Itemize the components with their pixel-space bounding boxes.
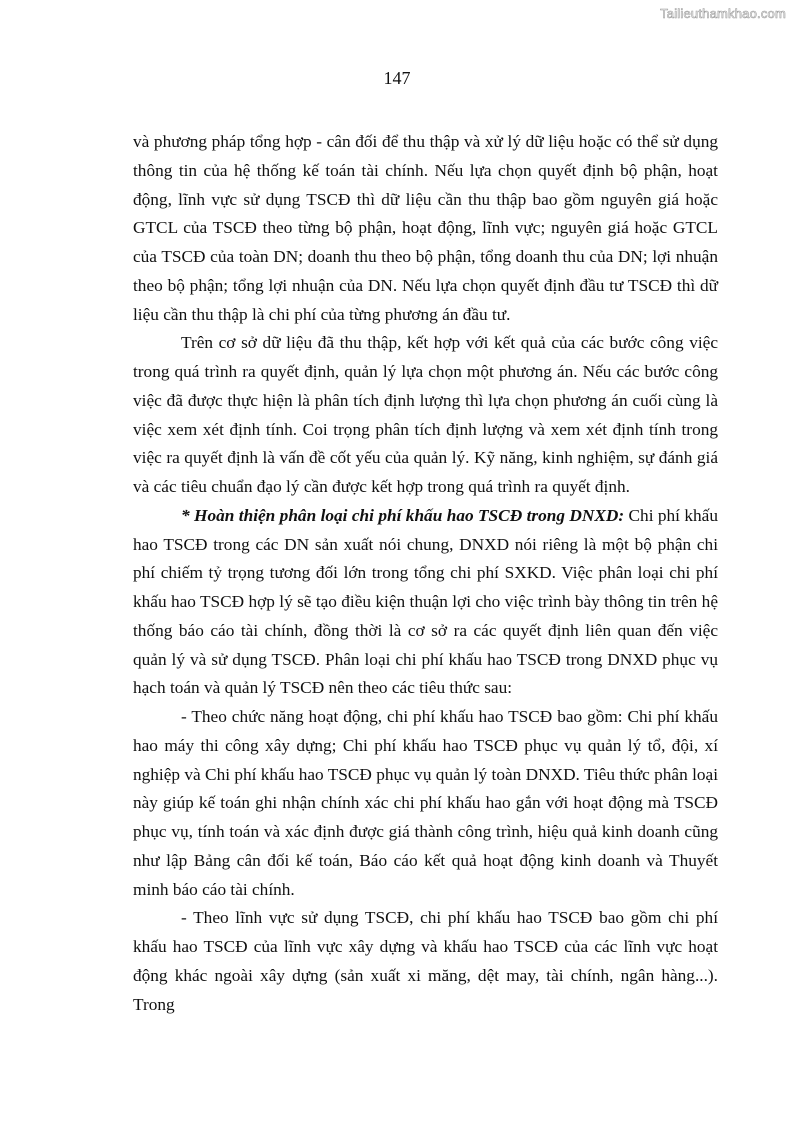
section-heading: * Hoàn thiện phân loại chi phí khấu hao TSCĐ trong DNXD: (181, 505, 625, 525)
paragraph-1: và phương pháp tổng hợp - cân đối để thu thập và xử lý dữ liệu hoặc có thể sử dụng thông tin của hệ thống kế toán tài chính. Nếu lựa chọn quyết định bộ phận, hoạt động, lĩnh vực sử dụng TSCĐ thì dữ liệu cần thu thập bao gồm nguyên giá hoặc GTCL của TSCĐ theo từng bộ phận, hoạt động, lĩnh vực; nguyên giá hoặc GTCL của TSCĐ của toàn DN; doanh thu theo bộ phận, tổng doanh thu của DN; lợi nhuận theo bộ phận; tổng lợi nhuận của DN. Nếu lựa chọn quyết định đầu tư TSCĐ thì dữ liệu cần thu thập là chi phí của từng phương án đầu tư. (133, 132, 718, 324)
paragraph-3 (133, 502, 718, 703)
paragraph-4: - Theo chức năng hoạt động, chi phí khấu hao TSCĐ bao gồm: Chi phí khấu hao máy thi công xây dựng; Chi phí khấu hao TSCĐ phục vụ quản lý tổ, đội, xí nghiệp và Chi phí khấu hao TSCĐ phục vụ quản lý toàn DNXD. Tiêu thức phân loại này giúp kế toán ghi nhận chính xác chi phí khấu hao gắn với hoạt động mà TSCĐ phục vụ, tính toán và xác định được giá thành công trình, hiệu quả kinh doanh cũng như lập Bảng cân đối kế toán, Báo cáo kết quả hoạt động kinh doanh và Thuyết minh báo cáo tài chính. (133, 707, 718, 899)
watermark: Tailieuthamkhao.com (660, 6, 786, 21)
paragraph-3-text: Chi phí khấu hao TSCĐ trong các DN sản xuất nói chung, DNXD nói riêng là một bộ phận chi phí chiếm tỷ trọng tương đối lớn trong tổng chi phí SXKD. Việc phân loại chi phí khấu hao TSCĐ hợp lý sẽ tạo điều kiện thuận lợi cho việc trình bày thông tin trên hệ thống báo cáo tài chính, đồng thời là cơ sở ra các quyết định liên quan đến việc quản lý và sử dụng TSCĐ. Phân loại chi phí khấu hao TSCĐ trong DNXD phục vụ hạch toán và quản lý TSCĐ nên theo các tiêu thức sau: (133, 505, 718, 698)
paragraph-5: - Theo lĩnh vực sử dụng TSCĐ, chi phí khấu hao TSCĐ bao gồm chi phí khấu hao TSCĐ của lĩnh vực xây dựng và khấu hao TSCĐ của các lĩnh vực hoạt động khác ngoài xây dựng (sản xuất xi măng, dệt may, tài chính, ngân hàng...). Trong (133, 908, 718, 1014)
paragraph-2: Trên cơ sở dữ liệu đã thu thập, kết hợp với kết quả của các bước công việc trong quá trình ra quyết định, quản lý lựa chọn một phương án. Nếu các bước công việc đã được thực hiện là phân tích định lượng thì lựa chọn phương án cuối cùng là việc xem xét định tính. Coi trọng phân tích định lượng và xem xét định tính trong việc ra quyết định là vấn đề cốt yếu của quản lý. Kỹ năng, kinh nghiệm, sự đánh giá và các tiêu chuẩn đạo lý cần được kết hợp trong quá trình ra quyết định. (133, 333, 718, 496)
page-body (133, 128, 718, 1019)
page-number: 147 (383, 68, 411, 88)
